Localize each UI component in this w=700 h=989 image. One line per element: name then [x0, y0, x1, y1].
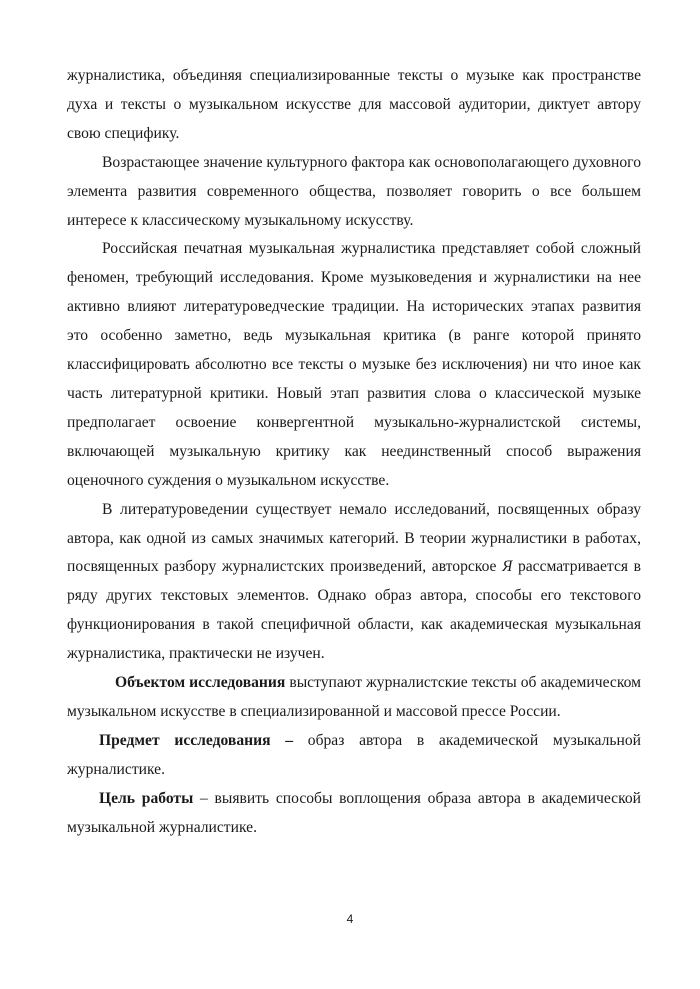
research-goal-text: – выявить способы воплощения образа автора в академической музыкальной журналистике. [67, 789, 641, 836]
research-object-label: Объектом исследования [115, 674, 286, 692]
research-subject-label: Предмет исследования – [99, 731, 294, 749]
paragraph-russian-journalism: Российская печатная музыкальная журналистика представляет собой сложный феномен, требующий исследования. Кроме музыковедения и журналистики на нее активно влияют литературоведческие традиции. На исторических этапах развития это особенно заметно, ведь музыкальная критика (в ранге которой принято классифицировать абсолютно все тексты о музыке без исключения) ни что иное как часть литературной критики. Новый этап развития слова о классической музыке предполагает освоение конвергентной музыкально-журналистской системы, включающей музыкальную критику как неединственный способ выражения оценочного суждения о музыкальном искусстве. [67, 240, 641, 489]
paragraph-research-object [67, 669, 641, 727]
paragraph-author-image-text-2: рассматривается в ряду других текстовых элементов. Однако образ автора, способы его текстового функционирования в такой специфичной области, как академическая музыкальная журналистика, практически не изучен. [67, 558, 641, 663]
paragraph-author-image-text-1: В литературоведении существует немало исследований, посвященных образу автора, как одной из самых значимых категорий. В теории журналистики в работах, посвященных разбору журналистских произведений, авторское [67, 500, 641, 576]
page-number: 4 [346, 912, 354, 926]
author-ya-italic: Я [502, 558, 513, 576]
paragraph-author-image [67, 496, 641, 669]
paragraph-cultural-factor: Возрастающее значение культурного фактора как основополагающего духовного элемента развития современного общества, позволяет говорить о все большем интересе к классическому музыкальному искусству. [67, 153, 641, 229]
paragraph-research-goal [67, 785, 641, 843]
research-object-text: выступают журналистские тексты об академическом музыкальном искусстве в специализированной и массовой прессе России. [67, 674, 641, 720]
document-page [67, 62, 641, 842]
paragraph-research-subject [67, 727, 641, 785]
research-goal-label: Цель работы [99, 789, 194, 807]
research-subject-text: образ автора в академической музыкальной журналистике. [67, 731, 641, 778]
paragraph-continuation: журналистика, объединяя специализированные тексты о музыке как пространстве духа и тексты о музыкальном искусстве для массовой аудитории, диктует автору свою специфику. [67, 67, 641, 142]
